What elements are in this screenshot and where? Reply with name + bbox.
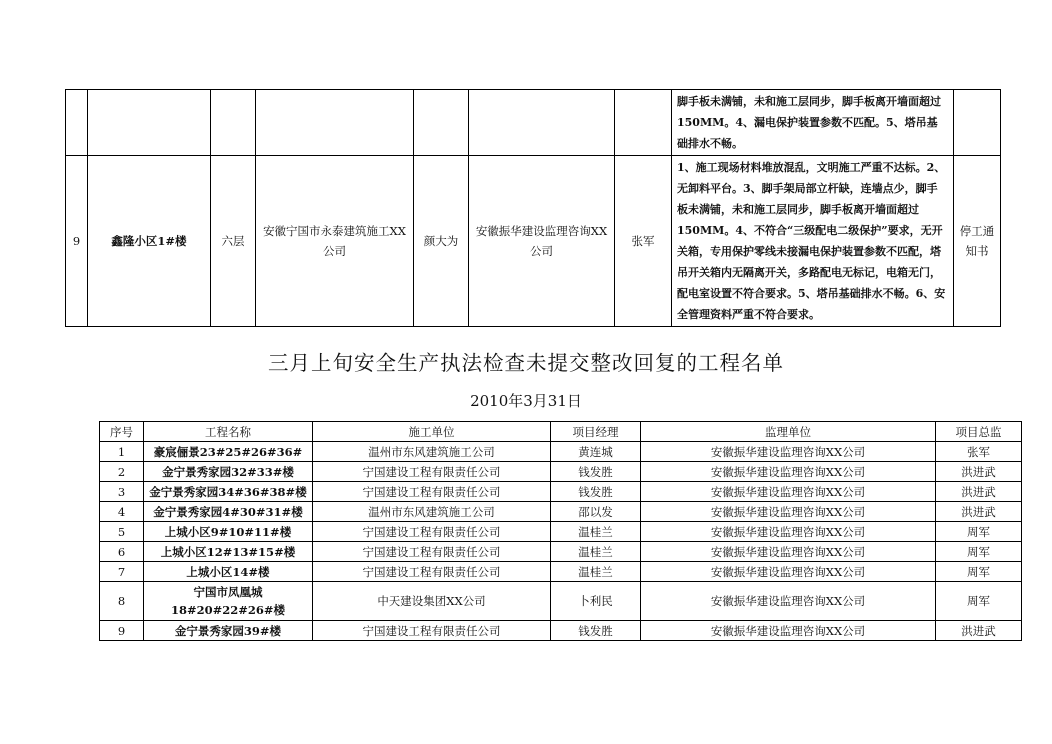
cell-manager: 钱发胜 [551, 482, 641, 502]
cell-builder: 温州市东风建筑施工公司 [313, 442, 551, 462]
cell-chief: 洪进武 [936, 621, 1022, 641]
cell-builder: 宁国建设工程有限责任公司 [313, 562, 551, 582]
cell-supervisor: 安徽振华建设监理咨询XX公司 [641, 442, 936, 462]
cell-builder: 宁国建设工程有限责任公司 [313, 522, 551, 542]
header-builder: 施工单位 [313, 422, 551, 442]
cell-action [954, 90, 1001, 156]
cell-project [144, 582, 313, 621]
cell-builder: 宁国建设工程有限责任公司 [313, 542, 551, 562]
cell-project: 金宁景秀家园4#30#31#楼 [144, 502, 313, 522]
cell-no: 1 [100, 442, 144, 462]
cell-no: 9 [66, 156, 88, 327]
project-list-table [99, 421, 1022, 641]
cell-supervisor: 安徽振华建设监理咨询XX公司 [641, 522, 936, 542]
cell-builder: 宁国建设工程有限责任公司 [313, 621, 551, 641]
table-row [100, 502, 1022, 522]
header-no: 序号 [100, 422, 144, 442]
cell-manager: 温桂兰 [551, 522, 641, 542]
cell-chief: 洪进武 [936, 502, 1022, 522]
cell-manager: 邵以发 [551, 502, 641, 522]
cell-project: 金宁景秀家园39#楼 [144, 621, 313, 641]
cell-builder: 宁国建设工程有限责任公司 [313, 462, 551, 482]
cell-project [88, 90, 211, 156]
document-title: 三月上旬安全生产执法检查未提交整改回复的工程名单 [268, 351, 784, 375]
cell-chief: 周军 [936, 522, 1022, 542]
cell-builder [256, 90, 414, 156]
cell-supervisor: 安徽振华建设监理咨询XX公司 [641, 462, 936, 482]
document-date: 2010年3月31日 [470, 392, 582, 410]
cell-no: 6 [100, 542, 144, 562]
cell-supervisor: 安徽振华建设监理咨询XX公司 [641, 621, 936, 641]
cell-floors: 六层 [211, 156, 256, 327]
table-header-row [100, 422, 1022, 442]
header-project: 工程名称 [144, 422, 313, 442]
cell-chief: 张军 [615, 156, 672, 327]
cell-manager [414, 90, 469, 156]
cell-project: 豪宸俪景23#25#26#36# [144, 442, 313, 462]
cell-project: 金宁景秀家园34#36#38#楼 [144, 482, 313, 502]
cell-project: 上城小区9#10#11#楼 [144, 522, 313, 542]
cell-chief: 周军 [936, 542, 1022, 562]
cell-chief: 张军 [936, 442, 1022, 462]
cell-issues: 脚手板未满铺，未和施工层同步，脚手板离开墙面超过150MM。4、漏电保护装置参数不匹配。5、塔吊基础排水不畅。 [672, 90, 954, 156]
cell-project: 金宁景秀家园32#33#楼 [144, 462, 313, 482]
cell-no: 4 [100, 502, 144, 522]
inspection-table-continued [65, 89, 1001, 327]
cell-builder: 宁国建设工程有限责任公司 [313, 482, 551, 502]
cell-manager: 卜利民 [551, 582, 641, 621]
table-row [100, 442, 1022, 462]
header-chief: 项目总监 [936, 422, 1022, 442]
cell-builder: 温州市东风建筑施工公司 [313, 502, 551, 522]
cell-issues: 1、施工现场材料堆放混乱，文明施工严重不达标。2、无卸料平台。3、脚手架局部立杆缺，连墙点少，脚手板未满铺，未和施工层同步，脚手板离开墙面超过150MM。4、不符合“三级配电二级保护”要求，无开关箱，专用保护零线未接漏电保护装置参数不匹配，塔吊开关箱内无隔离开关，多路配电无标记，电箱无门，配电室设置不符合要求。5、塔吊基础排水不畅。6、安全管理资料严重不符合要求。 [672, 156, 954, 327]
cell-builder: 安徽宁国市永泰建筑施工XX公司 [256, 156, 414, 327]
table-row [100, 522, 1022, 542]
cell-no: 7 [100, 562, 144, 582]
cell-builder: 中天建设集团XX公司 [313, 582, 551, 621]
table-row [100, 582, 1022, 621]
cell-manager: 温桂兰 [551, 542, 641, 562]
cell-project: 鑫隆小区1#楼 [88, 156, 211, 327]
cell-supervisor [469, 90, 615, 156]
cell-supervisor: 安徽振华建设监理咨询XX公司 [641, 542, 936, 562]
cell-manager: 温桂兰 [551, 562, 641, 582]
cell-supervisor: 安徽振华建设监理咨询XX公司 [641, 582, 936, 621]
cell-action: 停工通知书 [954, 156, 1001, 327]
cell-project: 上城小区12#13#15#楼 [144, 542, 313, 562]
cell-chief [615, 90, 672, 156]
table-row [66, 90, 1001, 156]
cell-chief: 周军 [936, 562, 1022, 582]
table-row [100, 621, 1022, 641]
cell-chief: 洪进武 [936, 462, 1022, 482]
project-name-line2: 18#20#22#26#楼 [170, 603, 286, 617]
cell-no [66, 90, 88, 156]
cell-chief: 周军 [936, 582, 1022, 621]
cell-no: 9 [100, 621, 144, 641]
cell-supervisor: 安徽振华建设监理咨询XX公司 [641, 482, 936, 502]
cell-supervisor: 安徽振华建设监理咨询XX公司 [641, 502, 936, 522]
table-row [100, 562, 1022, 582]
table-row [100, 542, 1022, 562]
cell-no: 3 [100, 482, 144, 502]
cell-manager: 颜大为 [414, 156, 469, 327]
cell-manager: 黄连城 [551, 442, 641, 462]
table-row [100, 462, 1022, 482]
cell-chief: 洪进武 [936, 482, 1022, 502]
header-supervisor: 监理单位 [641, 422, 936, 442]
cell-no: 2 [100, 462, 144, 482]
table-row [100, 482, 1022, 502]
project-name-line1: 宁国市凤凰城 [193, 585, 263, 599]
cell-project: 上城小区14#楼 [144, 562, 313, 582]
cell-manager: 钱发胜 [551, 621, 641, 641]
cell-supervisor: 安徽振华建设监理咨询XX公司 [641, 562, 936, 582]
cell-no: 8 [100, 582, 144, 621]
cell-supervisor: 安徽振华建设监理咨询XX公司 [469, 156, 615, 327]
cell-floors [211, 90, 256, 156]
cell-manager: 钱发胜 [551, 462, 641, 482]
table-row [66, 156, 1001, 327]
header-manager: 项目经理 [551, 422, 641, 442]
cell-no: 5 [100, 522, 144, 542]
